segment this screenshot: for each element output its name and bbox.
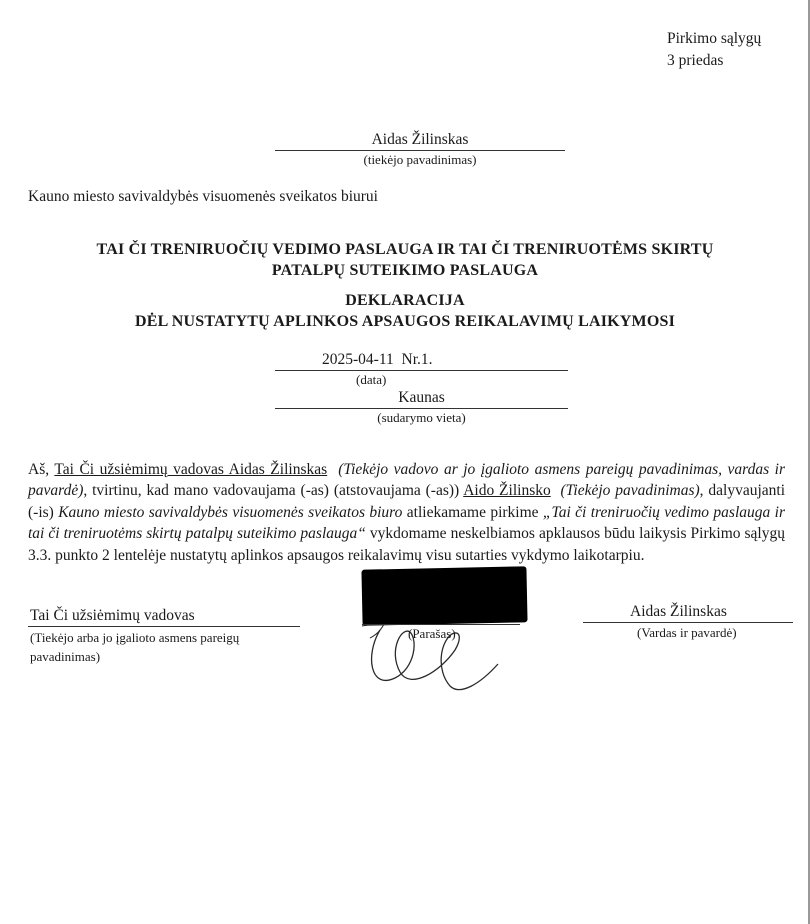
representative-caption: (Tiekėjo vadovo ar jo įgalioto asmens pareigų pavadinimas, vardas ir pavardė)	[28, 461, 789, 500]
date-value: 2025-04-11 Nr.1.	[322, 351, 433, 368]
position-value: Tai Či užsiėmimų vadovas	[30, 607, 195, 624]
title-line-1: TAI ČI TRENIRUOČIŲ VEDIMO PASLAUGA IR TAI ČI TRENIRUOTĖMS SKIRTŲ	[96, 241, 714, 258]
supplier-caption: (tiekėjo pavadinimas)	[363, 152, 477, 167]
body-text: , dalyvaujanti (-is)	[28, 482, 785, 521]
signature-caption: (Parašas)	[408, 626, 456, 641]
name-value: Aidas Žilinskas	[630, 603, 727, 620]
body-text: , tvirtinu, kad mano vadovaujama (-as) (atstovaujama (-as))	[83, 482, 464, 500]
header-line-1: Pirkimo sąlygų	[667, 30, 762, 47]
buyer-name: Kauno miesto savivaldybės visuomenės sveikatos biuro	[58, 503, 403, 521]
supplier-name: Aidas Žilinskas	[371, 131, 469, 148]
signature-underline	[362, 624, 520, 625]
title-line-2: PATALPŲ SUTEIKIMO PASLAUGA	[271, 262, 539, 279]
place-value: Kaunas	[398, 389, 445, 406]
redaction-box	[361, 566, 527, 625]
place-underline	[275, 408, 568, 409]
body-text: atliekamame pirkime	[402, 503, 543, 521]
position-caption	[30, 628, 239, 666]
addressee: Kauno miesto savivaldybės visuomenės sveikatos biurui	[28, 188, 378, 205]
date-caption: (data)	[356, 372, 387, 387]
title-declaration: DEKLARACIJA	[345, 292, 465, 309]
name-underline	[583, 622, 793, 623]
body-text: Aš,	[28, 461, 55, 478]
position-underline	[28, 626, 300, 627]
name-caption: (Vardas ir pavardė)	[637, 625, 737, 640]
supplier-caption-inline: (Tiekėjo pavadinimas)	[550, 482, 700, 500]
position-caption-line-2: pavadinimas)	[30, 649, 101, 664]
declaration-paragraph	[28, 459, 789, 566]
header-line-2: 3 priedas	[667, 52, 724, 69]
title-line-4: DĖL NUSTATYTŲ APLINKOS APSAUGOS REIKALAVIMŲ LAIKYMOSI	[134, 313, 676, 330]
place-caption: (sudarymo vieta)	[377, 410, 466, 425]
position-caption-line-1: (Tiekėjo arba jo įgalioto asmens pareigų	[30, 630, 240, 645]
document-header	[667, 28, 761, 72]
supplier-name-inline: Aido Žilinsko	[463, 482, 551, 500]
supplier-underline	[275, 150, 565, 151]
procurement-name: „Tai či treniruočių vedimo paslauga ir tai či treniruotėms skirtų patalpų suteikimo paslauga“	[28, 503, 785, 543]
representative-name: Tai Či užsiėmimų vadovas Aidas Žilinskas	[54, 461, 328, 478]
date-underline	[275, 370, 568, 371]
body-text: vykdomame neskelbiamos apklausos būdu laikysis Pirkimo sąlygų 3.3. punkto 2 lentelėje nustatytų aplinkos apsaugos reikalavimų visu sutarties vykdymo laikotarpiu.	[28, 525, 785, 564]
